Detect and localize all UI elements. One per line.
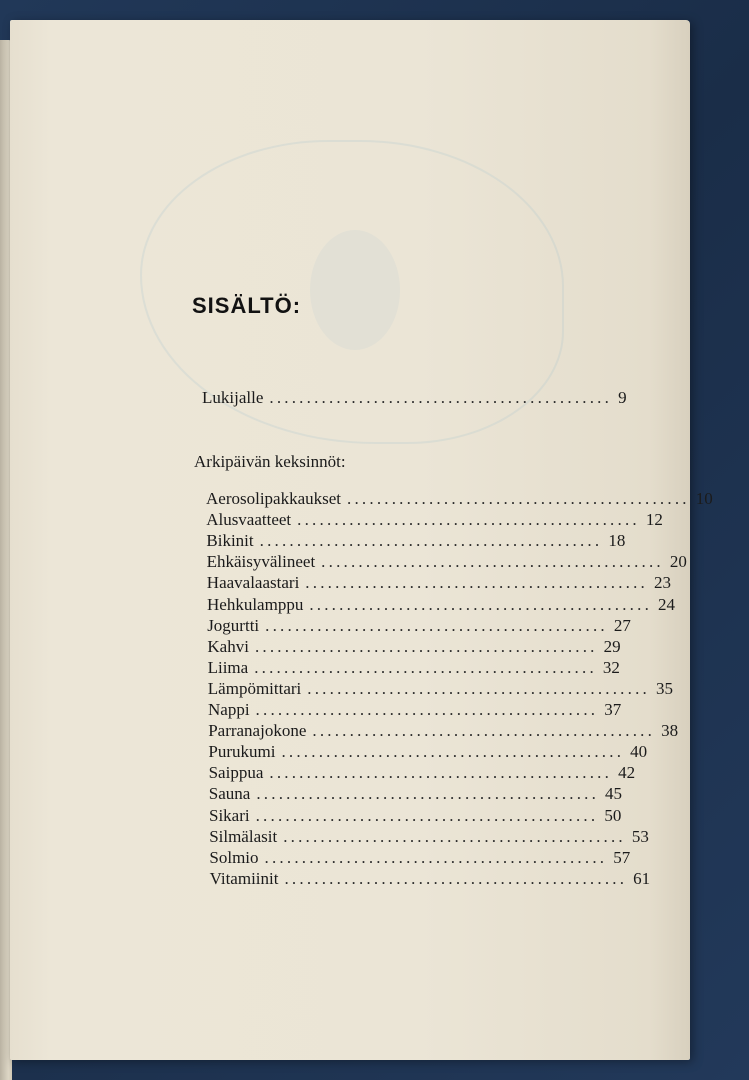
toc-leader-dots: .............................................. [321, 552, 664, 572]
faint-illustration-spot [310, 230, 400, 350]
toc-entry-page: 18 [608, 531, 626, 551]
toc-leader-dots: .............................................. [265, 615, 608, 635]
toc-leader-dots: .............................................. [297, 510, 640, 530]
toc-leader-dots: .............................................. [255, 805, 599, 825]
toc-entry [206, 530, 626, 551]
toc-entry [207, 657, 620, 678]
toc-entry [206, 572, 671, 593]
toc-entry-page: 23 [654, 573, 671, 593]
toc-leader-dots: .............................................. [347, 489, 690, 508]
toc-entry [208, 699, 622, 720]
toc-entry-page: 50 [604, 805, 622, 825]
toc-entry [209, 868, 651, 889]
toc-entry-page: 38 [661, 721, 679, 741]
toc-entry [209, 826, 649, 847]
toc-entry-title: Liima [207, 657, 249, 677]
toc-entry-title: Bikinit [206, 531, 254, 551]
toc-entry [206, 488, 713, 509]
toc-entry-title: Nappi [208, 700, 250, 719]
toc-leader-dots: .............................................. [259, 531, 603, 551]
toc-leader-dots: .............................................. [269, 388, 613, 407]
section-label: Arkipäivän keksinnöt: [194, 452, 346, 471]
toc-entry-title: Purukumi [208, 742, 276, 762]
toc-entry-page: 37 [604, 700, 622, 719]
toc-entry-title: Jogurtti [207, 615, 260, 635]
toc-leader-dots: .............................................. [312, 721, 656, 741]
toc-entry-title: Saippua [208, 763, 264, 783]
toc-entry [208, 741, 648, 762]
toc-entry-page: 40 [630, 742, 648, 762]
toc-entry-page: 35 [655, 678, 673, 698]
toc-entry [207, 594, 676, 615]
toc-leader-dots: .............................................. [284, 868, 628, 888]
toc-leader-dots: .............................................. [305, 573, 648, 593]
toc-leader-dots: .............................................. [309, 594, 653, 614]
toc-entry-page: 9 [618, 388, 627, 407]
toc-entry-title: Hehkulamppu [207, 594, 304, 614]
toc-leader-dots: .............................................. [256, 784, 600, 804]
toc-entry [207, 678, 673, 699]
toc-entry-title: Parranajokone [208, 721, 307, 741]
toc-entry-page: 24 [658, 594, 676, 614]
toc-entry-title: Lämpömittari [207, 678, 302, 698]
toc-entry [208, 783, 623, 804]
toc-leader-dots: .............................................. [283, 826, 626, 846]
toc-entry-page: 61 [633, 868, 651, 888]
toc-entry [209, 805, 622, 826]
toc-entry [209, 847, 631, 868]
contents-heading: SISÄLTÖ: [192, 293, 302, 318]
toc-entry-page: 45 [605, 784, 623, 804]
toc-entry-page: 27 [613, 615, 631, 635]
toc-entry-title: Aerosolipakkaukset [206, 489, 342, 508]
toc-entry [206, 551, 687, 572]
toc-entry-intro [202, 387, 627, 408]
toc-leader-dots: .............................................. [307, 678, 650, 698]
toc-leader-dots: .............................................. [269, 763, 613, 783]
toc-entry [207, 636, 621, 657]
toc-entry-title: Sauna [208, 784, 251, 804]
toc-entry-page: 57 [613, 847, 631, 867]
toc-entry [208, 762, 636, 783]
toc-entry-page: 42 [618, 763, 636, 783]
toc-entry-title: Alusvaatteet [206, 510, 292, 530]
toc-entry [208, 720, 679, 741]
toc-entry-page: 32 [602, 657, 620, 677]
toc-entry-page: 12 [645, 510, 663, 530]
toc-leader-dots: .............................................. [264, 847, 608, 867]
toc-entry-page: 53 [631, 826, 649, 846]
toc-leader-dots: .............................................. [254, 636, 598, 656]
toc-entry-title: Sikari [209, 805, 250, 825]
toc-entry-title: Lukijalle [202, 388, 264, 407]
toc-entry-title: Silmälasit [209, 826, 278, 846]
toc-entry-title: Kahvi [207, 636, 249, 656]
toc-entry-title: Solmio [209, 847, 259, 867]
toc-leader-dots: .............................................. [281, 742, 625, 762]
toc-leader-dots: .............................................. [254, 657, 597, 677]
toc-entry-title: Vitamiinit [209, 868, 279, 888]
toc-entry [207, 615, 631, 636]
toc-entry-page: 29 [603, 636, 621, 656]
toc-entry [206, 509, 663, 530]
toc-leader-dots: .............................................. [255, 700, 599, 719]
toc-entry-page: 10 [695, 489, 713, 508]
toc-entry-title: Haavalaastari [206, 573, 300, 593]
toc-entry-page: 20 [669, 552, 687, 572]
toc-entry-title: Ehkäisyvälineet [206, 552, 316, 572]
